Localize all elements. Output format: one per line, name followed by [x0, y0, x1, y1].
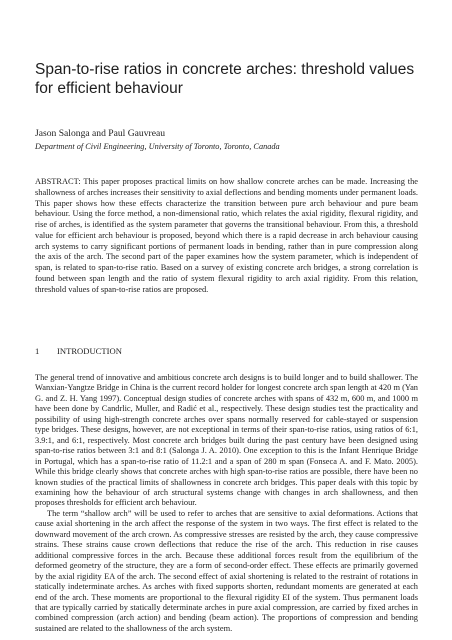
section-heading	[35, 346, 122, 357]
paragraph: The general trend of innovative and ambitious concrete arch designs is to build longer and to build shallower. The Wanxian-Yangtze Bridge in China is the current record holder for longest concrete arch span length at 420 m (Yan G. and Z. H. Yang 1997). Conceptual design studies of concrete arches with spans of 432 m, 600 m, and 1000 m have been done by Candrlic, Muller, and Radić et al., respectively. These design studies test the practicality and possibility of using high-strength concrete arches over spans normally reserved for cable-stayed or suspension type bridges. These designs, however, are not exceptional in terms of their span-to-rise ratios, using ratios of 6:1, 3.9:1, and 6:1, respectively. Most concrete arch bridges built during the past century have been designed using span-to-rise ratios between 3:1 and 8:1 (Salonga J. A. 2010). One exception to this is the Infant Henrique Bridge in Portugal, which has a span-to-rise ratio of 11.2:1 and a span of 280 m span (Fonseca A. and F. Mato. 2005). While this bridge clearly shows that concrete arches with high span-to-rise ratios are possible, there have been no known studies of the practical limits of shallowness in concrete arch bridges. This paper deals with this topic by examining how the behaviour of arch structural systems change with changes in arch shallowness, and then proposes thresholds for efficient arch behaviour.	[35, 373, 418, 508]
paper-title: Span-to-rise ratios in concrete arches: threshold values for efficient behaviour	[35, 61, 415, 97]
abstract: ABSTRACT: This paper proposes practical limits on how shallow concrete arches can be made. Increasing the shallowness of arches increases their sensitivity to axial deflections and bending moments under permanent loads. This paper shows how these effects characterize the transition between pure arch behaviour and pure beam behaviour. Using the force method, a non-dimensional ratio, which relates the axial rigidity, flexural rigidity, and rise of arches, is identified as the system parameter that governs the transitional behaviour. From this, a threshold value for efficient arch behaviour is proposed, beyond which there is a rapid decrease in arch behaviour causing arch systems to carry significant portions of permanent loads in bending, rather than in pure compression along the axis of the arch. The second part of the paper examines how the system parameter, which is independent of span, is related to span-to-rise ratio. Based on a survey of existing concrete arch bridges, a strong correlation is found between span length and the ratio of system flexural rigidity to arch axial rigidity. From this relation, threshold values of span-to-rise ratios are proposed.	[35, 177, 418, 294]
paper-authors: Jason Salonga and Paul Gauvreau	[35, 128, 166, 139]
author-affiliation: Department of Civil Engineering, University of Toronto, Toronto, Canada	[35, 142, 280, 151]
section-number: 1	[35, 346, 40, 356]
body-text	[35, 373, 418, 634]
paragraph: The term “shallow arch” will be used to refer to arches that are sensitive to axial deformations. Actions that cause axial shortening in the arch affect the response of the system in two ways. The first effect is related to the downward movement of the arch crown. As compressive stresses are resisted by the arch, they cause compressive strains. These strains cause crown deflections that reduce the rise of the arch. This reduction in rise causes additional compressive forces in the arch. Because these additional forces result from the equilibrium of the deformed geometry of the structure, they are a form of second-order effect. These effects are primarily governed by the axial rigidity EA of the arch. The second effect of axial shortening is related to the restraint of rotations in statically indeterminate arches. As arches with fixed supports shorten, redundant moments are generated at each end of the arch. These moments are proportional to the flexural rigidity EI of the system. Thus permanent loads that are typically carried by statically determinate arches in pure axial compression, are carried by fixed arches in combined compression (arch action) and bending (beam action). The proportions of compression and bending sustained are related to the shallowness of the arch system.	[35, 508, 418, 633]
section-title: INTRODUCTION	[57, 346, 122, 356]
